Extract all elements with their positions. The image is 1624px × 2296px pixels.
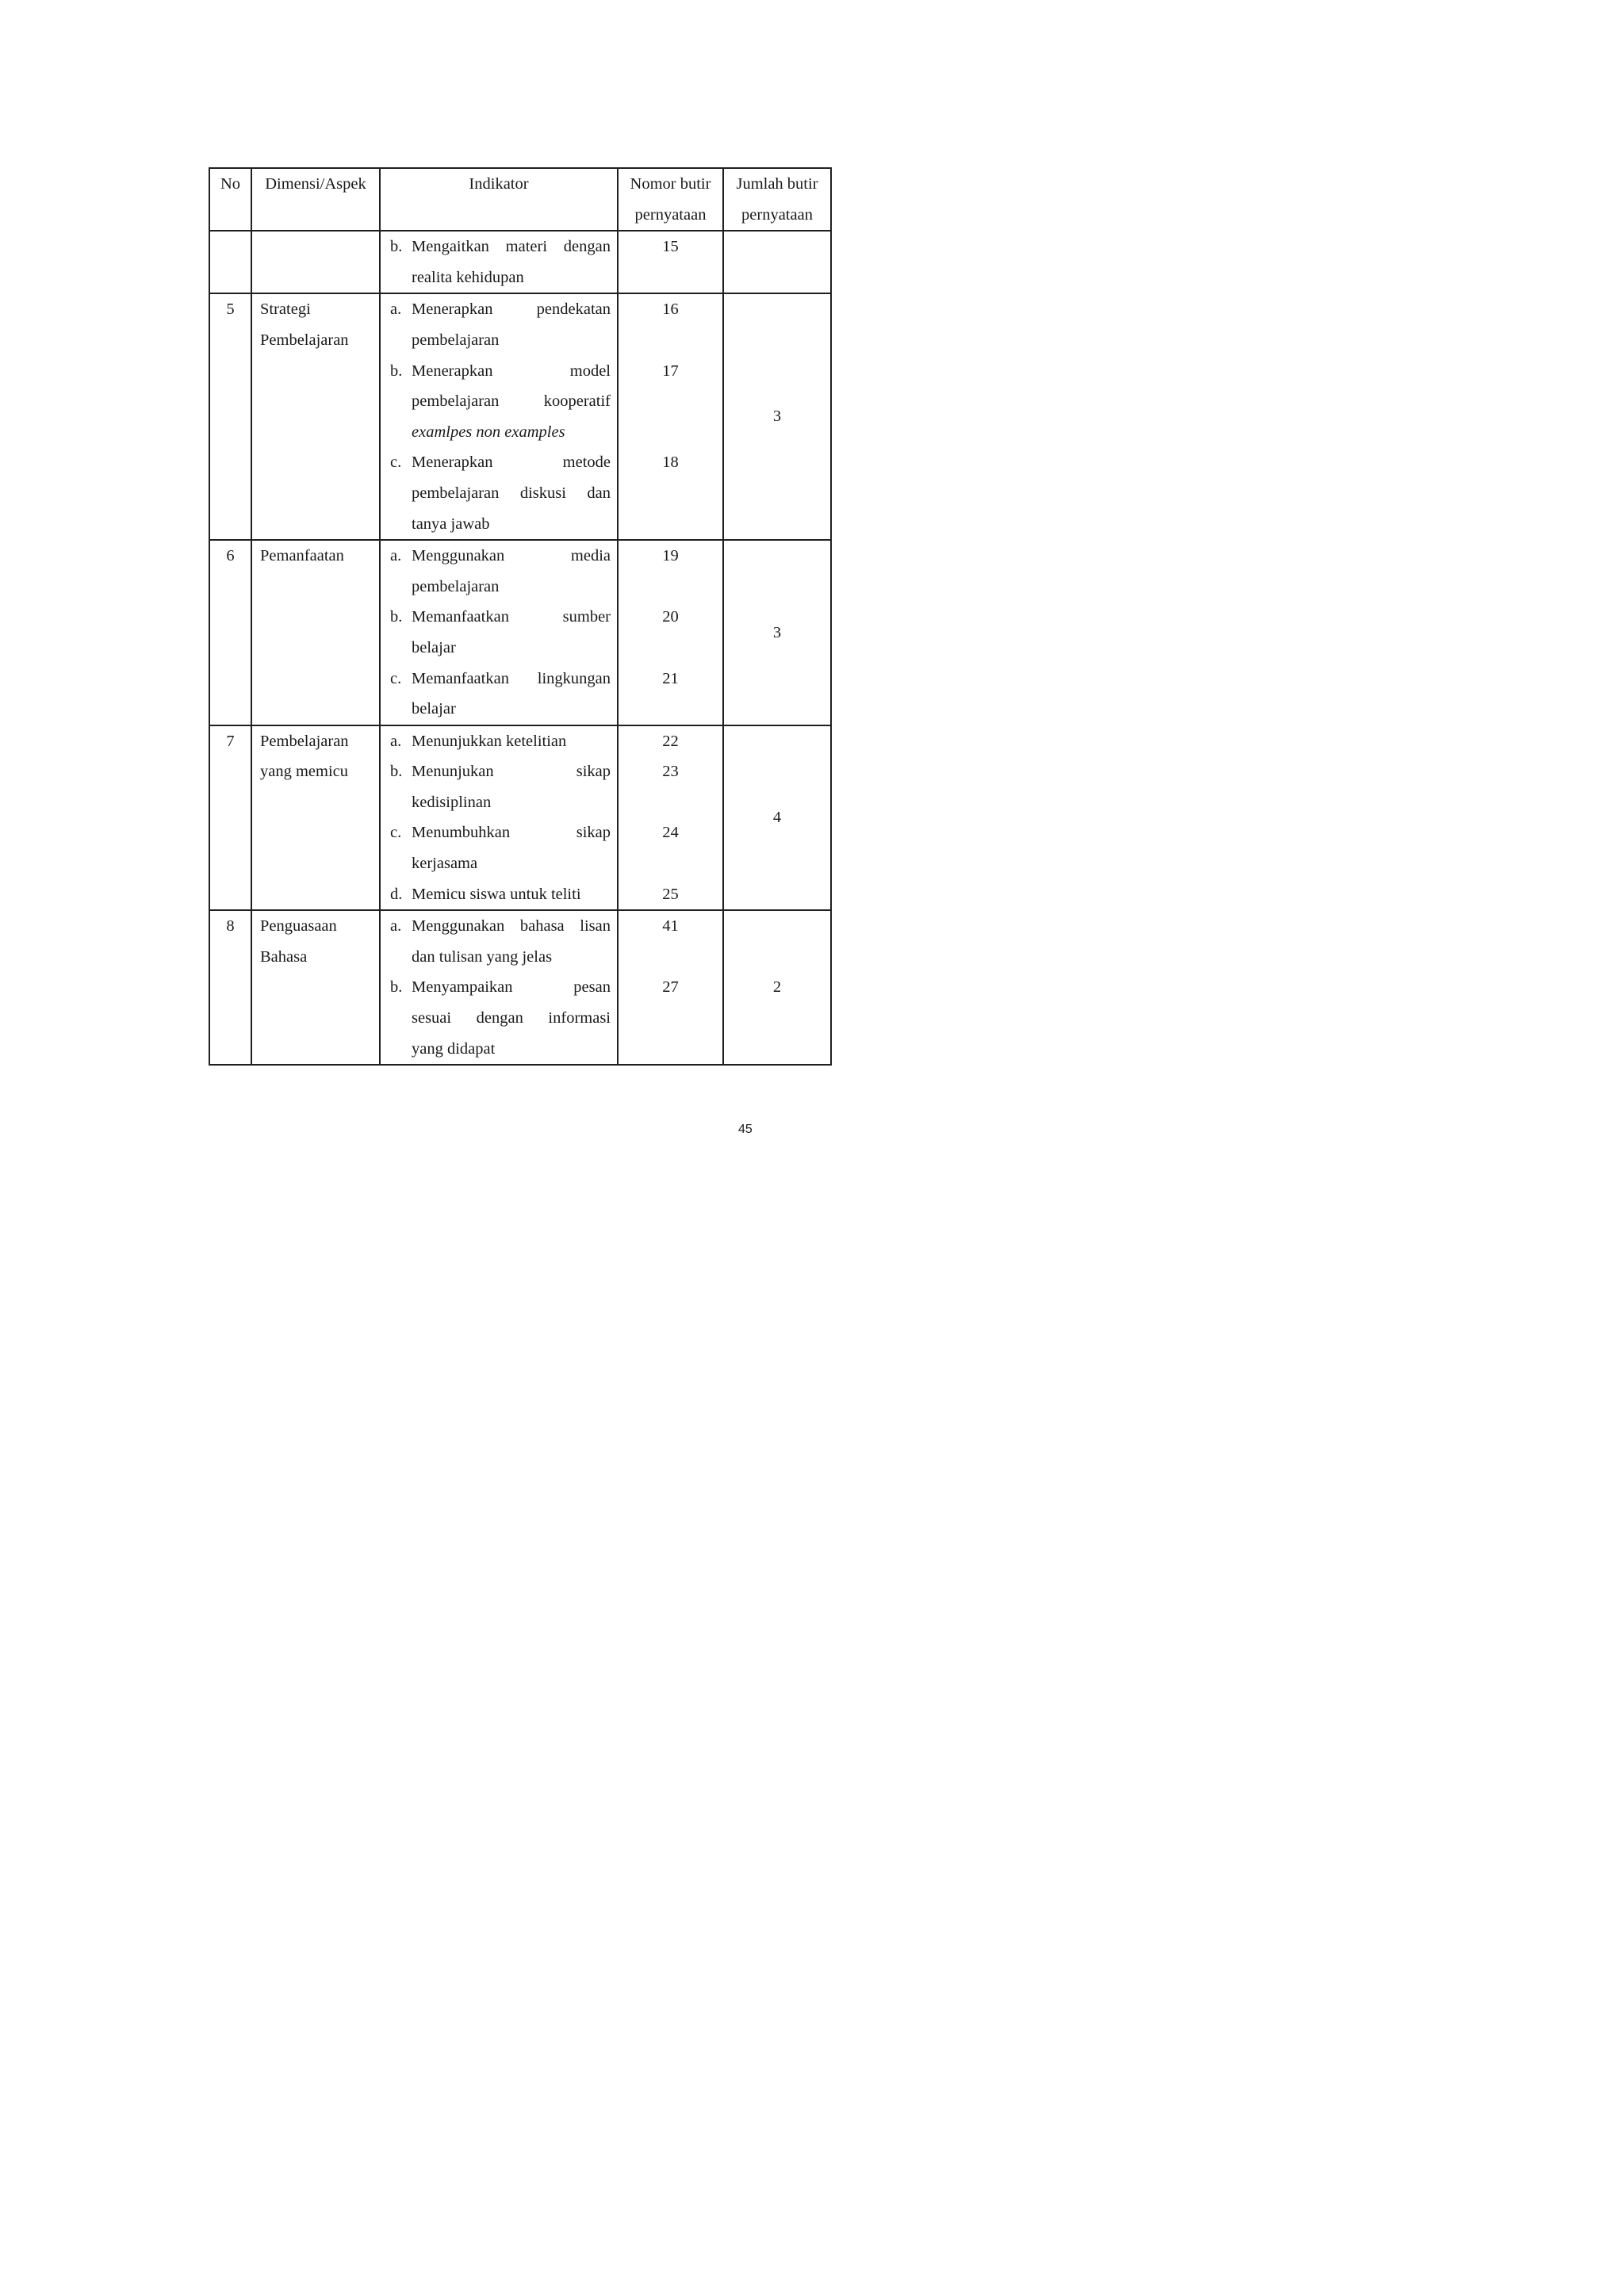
row-jumlah: 3 — [723, 540, 831, 725]
row-nomor: 16 17 18 — [618, 293, 723, 540]
indicator-item: b. Menyampaikan pesan sesuai dengan informasi yang didapat — [390, 978, 611, 1058]
header-no: No — [209, 168, 251, 231]
header-indikator: Indikator — [380, 168, 618, 231]
row-dimensi: Pemanfaatan — [251, 540, 380, 725]
indicator-item: a. Menerapkan pendekatan pembelajaran — [390, 300, 611, 349]
row-dimensi: Pembelajaran yang memicu — [251, 725, 380, 911]
row-no: 8 — [209, 910, 251, 1065]
table-row — [209, 540, 831, 725]
header-dimensi-aspek: Dimensi/Aspek — [251, 168, 380, 231]
header-jumlah-butir: Jumlah butir pernyataan — [723, 168, 831, 231]
indicator-item: a. Menggunakan bahasa lisan dan tulisan yang jelas — [390, 917, 611, 966]
row-dimensi: Penguasaan Bahasa — [251, 910, 380, 1065]
row-jumlah: 2 — [723, 910, 831, 1065]
row-nomor: 15 — [618, 231, 723, 293]
row-jumlah: 4 — [723, 725, 831, 911]
indicator-item: b. Menerapkan model pembelajaran kooperatif examlpes non examples — [390, 362, 611, 441]
table-header-row — [209, 168, 831, 231]
table-row — [209, 725, 831, 911]
row-no — [209, 231, 251, 293]
indicator-item: b. Menunjukan sikap kedisiplinan — [390, 763, 611, 811]
row-dimensi: Strategi Pembelajaran — [251, 293, 380, 540]
row-jumlah — [723, 231, 831, 293]
indicator-item: a. Menunjukkan ketelitian — [390, 732, 567, 750]
indicator-item: c. Memanfaatkan lingkungan belajar — [390, 669, 611, 718]
indicator-item: b. Mengaitkan materi dengan realita kehidupan — [390, 238, 611, 286]
indicator-item: b. Memanfaatkan sumber belajar — [390, 608, 611, 656]
row-indikator — [380, 725, 618, 911]
page-number: 45 — [738, 1123, 753, 1136]
indicator-item: c. Menerapkan metode pembelajaran diskusi dan tanya jawab — [390, 453, 611, 533]
row-no: 5 — [209, 293, 251, 540]
row-indikator — [380, 231, 618, 293]
row-indikator — [380, 910, 618, 1065]
indicator-item: c. Menumbuhkan sikap kerjasama — [390, 824, 611, 873]
table-row — [209, 231, 831, 293]
row-nomor: 19 20 21 — [618, 540, 723, 725]
row-dimensi — [251, 231, 380, 293]
row-no: 7 — [209, 725, 251, 911]
table-row — [209, 293, 831, 540]
header-nomor-butir: Nomor butir pernyataan — [618, 168, 723, 231]
indicator-item: a. Menggunakan media pembelajaran — [390, 547, 611, 595]
row-nomor: 41 27 — [618, 910, 723, 1065]
row-jumlah: 3 — [723, 293, 831, 540]
table-row — [209, 910, 831, 1065]
row-indikator — [380, 293, 618, 540]
indicator-item: d. Memicu siswa untuk teliti — [390, 885, 581, 903]
row-indikator — [380, 540, 618, 725]
row-no: 6 — [209, 540, 251, 725]
row-nomor: 22 23 24 25 — [618, 725, 723, 911]
indicator-table — [209, 167, 832, 1066]
